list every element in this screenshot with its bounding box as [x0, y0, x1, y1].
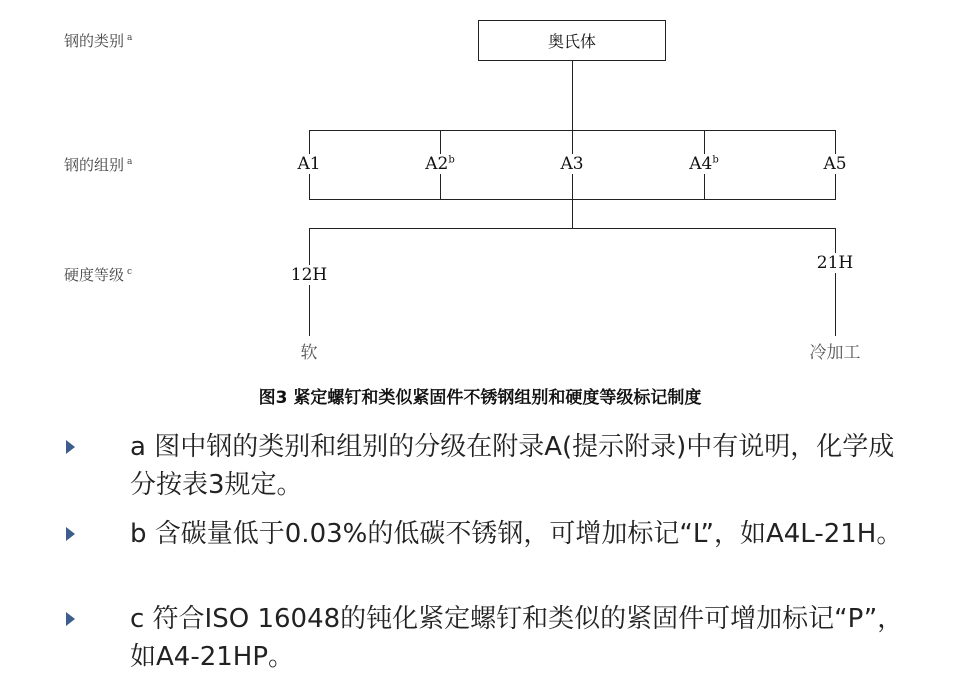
root-node	[478, 20, 666, 61]
group-node-a5	[822, 154, 847, 174]
row-label-steel-class	[64, 30, 132, 51]
row-label-steel-group	[64, 154, 132, 175]
row-label-sup: a	[127, 157, 133, 167]
grade-node-label: 21H	[816, 253, 854, 273]
group-node-a3	[559, 154, 584, 174]
footnote-text: b 含碳量低于0.03%的低碳不锈钢，可增加标记“L”，如A4L-21H。	[130, 519, 903, 549]
figure-caption: 图3 紧定螺钉和类似紧固件不锈钢组别和硬度等级标记制度	[258, 388, 702, 408]
group-node-a4	[688, 154, 720, 174]
group-node-label: A2	[425, 154, 449, 174]
row-label-text: 硬度等级	[64, 266, 125, 284]
grade-note-soft	[300, 338, 319, 363]
connector-line	[572, 199, 573, 229]
group-node-a2	[424, 154, 456, 174]
row-label-hardness	[64, 264, 132, 285]
grade-node-label: 12H	[290, 265, 328, 285]
bullet-arrow-icon	[66, 612, 75, 626]
group-node-sup: b	[712, 154, 719, 166]
row-label-sup: a	[127, 33, 133, 43]
grade-note-cold-work	[809, 338, 862, 363]
classification-diagram	[48, 0, 912, 390]
bullet-arrow-icon	[66, 527, 75, 541]
footnote-text: c 符合ISO 16048的钝化紧定螺钉和类似的紧固件可增加标记“P”，如A4-21HP。	[130, 604, 904, 672]
connector-line	[309, 228, 836, 229]
grade-note-label: 冷加工	[809, 343, 861, 363]
footnote-text: a 图中钢的类别和组别的分级在附录A(提示附录)中有说明，化学成分按表3规定。	[130, 432, 895, 500]
group-node-label: A1	[297, 154, 321, 174]
group-node-label: A4	[689, 154, 713, 174]
connector-line	[572, 61, 573, 131]
root-node-label: 奥氏体	[547, 32, 596, 51]
bullet-arrow-icon	[66, 440, 75, 454]
group-node-a1	[296, 154, 321, 174]
grade-node-21h	[816, 253, 854, 273]
grade-note-label: 软	[300, 343, 318, 363]
row-label-sup: c	[127, 267, 133, 277]
group-node-sup: b	[448, 154, 455, 166]
connector-line	[835, 228, 836, 336]
group-node-label: A3	[560, 154, 584, 174]
grade-node-12h	[290, 265, 328, 285]
group-node-label: A5	[823, 154, 847, 174]
row-label-text: 钢的类别	[64, 32, 125, 50]
row-label-text: 钢的组别	[64, 156, 125, 174]
